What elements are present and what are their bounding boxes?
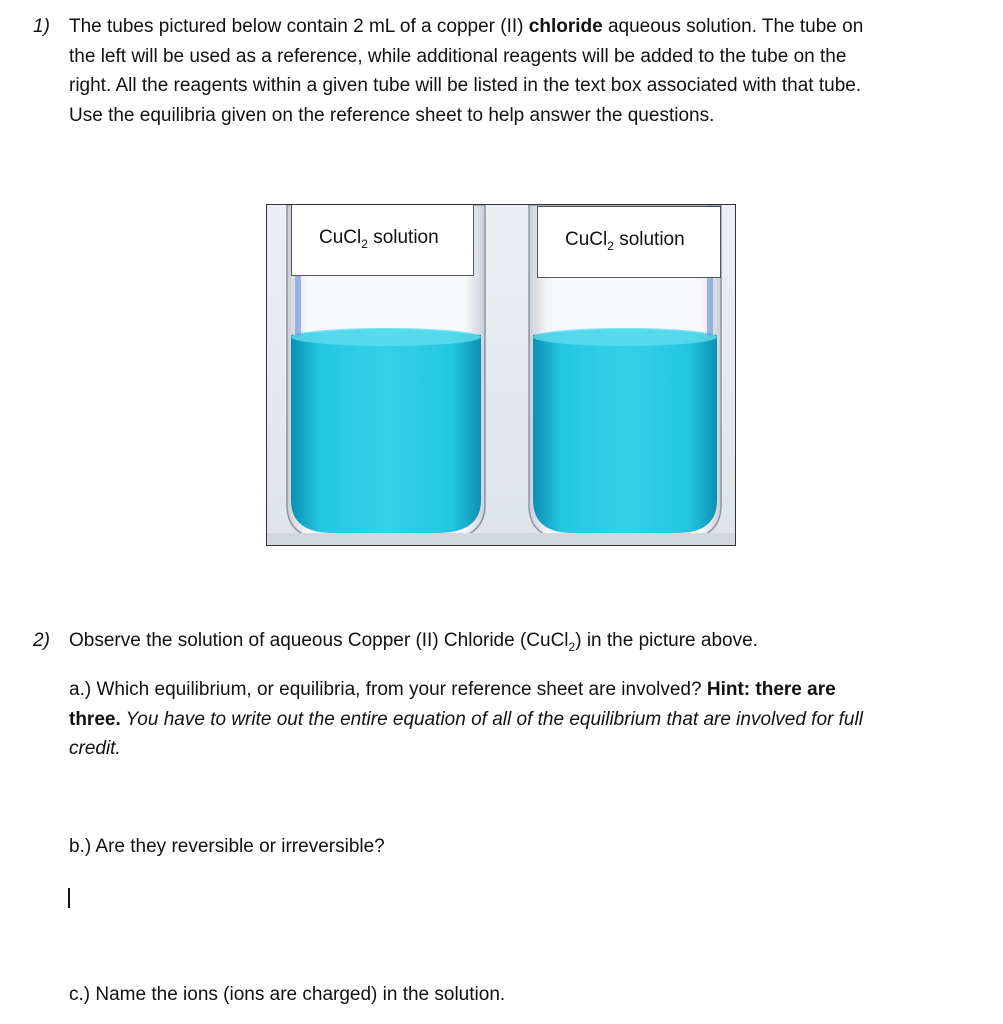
question-2c: c.) Name the ions (ions are charged) in the solution. xyxy=(69,984,506,1005)
right-tube-label: CuCl$_2$ solution xyxy=(537,206,721,278)
q1-line-3: right. All the reagents within a given tube will be listed in the text box associated with that tube. xyxy=(69,75,862,96)
question-2-intro: Observe the solution of aqueous Copper (II) Chloride (CuCl$_2$) in the picture above. xyxy=(69,630,758,654)
q2a-line-1: a.) Which equilibrium, or equilibria, from your reference sheet are involved? Hint: there are xyxy=(69,679,836,700)
q2a-line-2: three. You have to write out the entire equation of all of the equilibrium that are involved for full xyxy=(69,708,863,730)
test-tubes-photo xyxy=(266,204,736,546)
q1-line-2: the left will be used as a reference, while additional reagents will be added to the tube on the xyxy=(69,45,847,67)
left-meniscus xyxy=(291,328,481,346)
left-tube-label: CuCl$_2$ solution xyxy=(291,204,474,276)
question-1-number: 1) xyxy=(33,16,50,37)
question-2b: b.) Are they reversible or irreversible? xyxy=(69,836,385,857)
question-2a xyxy=(69,675,969,764)
question-1-text xyxy=(69,12,969,130)
text-cursor[interactable] xyxy=(68,888,70,908)
q2a-line-3: credit. xyxy=(69,738,121,759)
right-meniscus xyxy=(533,328,717,346)
q1-line-1: The tubes pictured below contain 2 mL of a copper (II) chloride aqueous solution. The tube on xyxy=(69,16,864,37)
question-2-number: 2) xyxy=(33,630,50,651)
right-tube-solution xyxy=(533,329,717,533)
left-tube-solution xyxy=(291,329,481,533)
q1-line-4: Use the equilibria given on the reference sheet to help answer the questions. xyxy=(69,104,715,126)
bench-surface xyxy=(267,533,736,546)
